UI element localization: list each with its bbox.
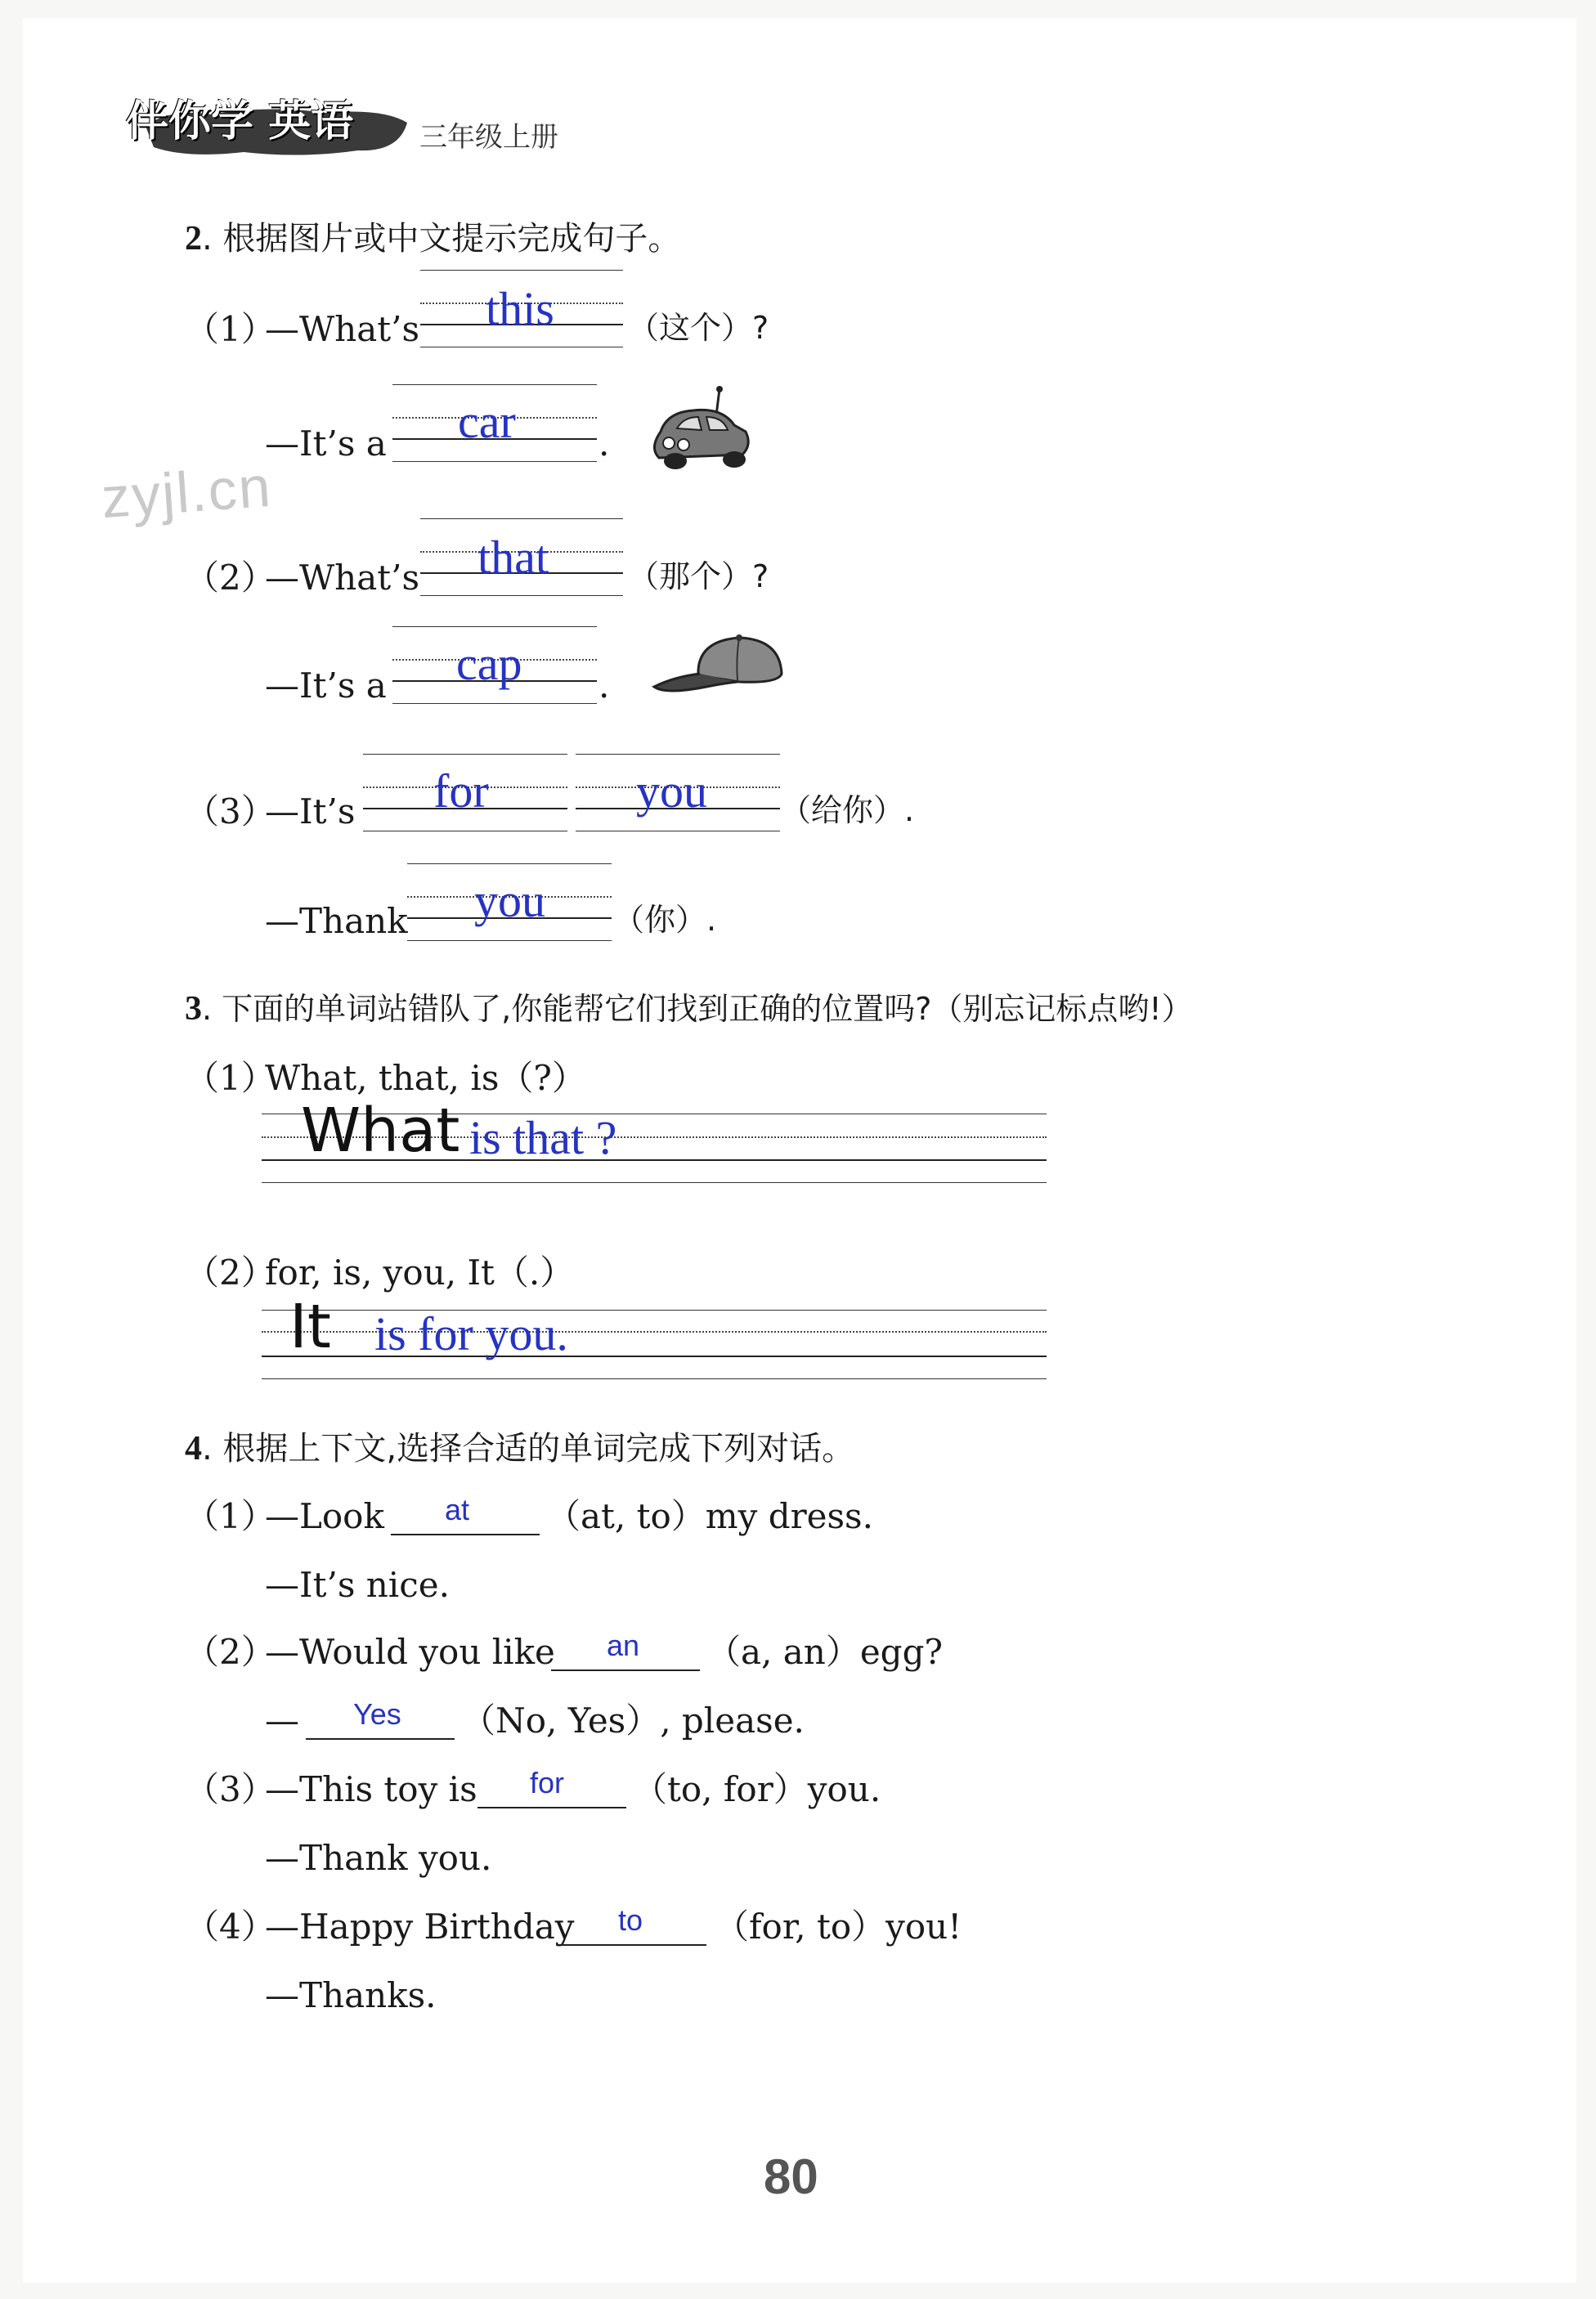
q2-2-reply-prefix: —It’s a	[265, 666, 387, 706]
rule	[576, 754, 780, 755]
rule	[407, 940, 612, 941]
q4-1-reply: —It’s nice.	[265, 1565, 450, 1605]
q4-4-suffix: （for, to）you!	[715, 1907, 962, 1947]
q4-3-prefix: —This toy is	[265, 1769, 477, 1809]
q3-2-label: （2）	[185, 1253, 276, 1293]
q4-1-answer[interactable]: at	[445, 1493, 470, 1526]
rule	[262, 1182, 1047, 1183]
answer-line	[306, 1738, 455, 1740]
q4-4-prefix: —Happy Birthday	[265, 1907, 575, 1947]
q4-2-reply-prefix: —	[265, 1701, 299, 1741]
q4-1-label: （1）	[185, 1496, 276, 1536]
q2-2-reply-suffix: .	[598, 666, 610, 706]
book-title: 伴你学 英语	[126, 97, 354, 146]
q4-2-suffix: （a, an）egg?	[706, 1632, 943, 1672]
rule	[420, 595, 623, 596]
rule	[407, 863, 612, 864]
q4-3-reply: —Thank you.	[265, 1838, 492, 1878]
answer-line	[477, 1807, 626, 1808]
q4-2-label: （2）	[185, 1632, 276, 1672]
q4-3-answer[interactable]: for	[530, 1766, 565, 1799]
q4-1-prefix: —Look	[265, 1496, 384, 1536]
q2-title: . 根据图片或中文提示完成句子。	[202, 220, 681, 258]
answer-line	[391, 1534, 540, 1535]
q4-2-reply-answer[interactable]: Yes	[353, 1697, 401, 1731]
watermark: zyjl.cn	[99, 454, 274, 531]
q2-2-hint: （那个）?	[628, 558, 769, 594]
q3-1-words: What, that, is（?）	[265, 1058, 586, 1098]
q2-3-answer-1[interactable]: for	[433, 764, 489, 818]
q3-1-answer[interactable]: is that ?	[469, 1111, 617, 1164]
q3-2-given: It	[289, 1292, 331, 1362]
worksheet-page	[23, 18, 1576, 2283]
q2-1-prefix: —What’s	[265, 309, 420, 349]
q3-1-given: What	[301, 1096, 460, 1166]
q2-1-hint: （这个）?	[628, 310, 769, 346]
rule	[420, 518, 623, 519]
q4-3-label: （3）	[185, 1769, 276, 1809]
rule	[262, 1378, 1047, 1379]
q2-3-label: （3）	[185, 791, 276, 831]
q2-1-answer[interactable]: this	[486, 282, 554, 335]
q2-1-reply-suffix: .	[598, 424, 610, 464]
q2-2-answer[interactable]: that	[477, 531, 549, 584]
q4-2-answer[interactable]: an	[607, 1629, 640, 1662]
q4-2-reply-suffix: （No, Yes）, please.	[461, 1701, 805, 1741]
q2-3-reply-answer[interactable]: you	[474, 874, 545, 927]
q3-heading	[185, 991, 1193, 1026]
q2-3-answer-2[interactable]: you	[636, 764, 707, 818]
q2-3-hint: （给你）.	[780, 792, 915, 828]
q2-3-reply-hint: （你）.	[613, 902, 717, 938]
answer-line	[558, 1944, 706, 1946]
q4-1-suffix: （at, to）my dress.	[546, 1496, 873, 1536]
q2-1-reply-prefix: —It’s a	[265, 424, 387, 464]
rule	[392, 461, 597, 462]
q3-number: 3	[185, 990, 202, 1028]
page-number: 80	[764, 2149, 818, 2204]
q2-3-reply-prefix: —Thank	[265, 901, 408, 941]
answer-line	[551, 1669, 700, 1671]
q2-1-reply-answer[interactable]: car	[458, 395, 516, 448]
q2-1-label: （1）	[185, 309, 276, 349]
q4-3-suffix: （to, for）you.	[633, 1769, 881, 1809]
rule	[392, 703, 597, 704]
q4-heading	[185, 1431, 854, 1466]
q2-2-label: （2）	[185, 558, 276, 598]
car-image	[644, 383, 759, 481]
q4-number: 4	[185, 1430, 202, 1468]
q2-3-prefix: —It’s	[265, 791, 356, 831]
q3-2-words: for, is, you, It（.）	[265, 1253, 575, 1293]
q4-title: . 根据上下文,选择合适的单词完成下列对话。	[202, 1430, 855, 1468]
q4-4-label: （4）	[185, 1907, 276, 1947]
grade-label: 三年级上册	[419, 121, 558, 154]
q2-number: 2	[185, 220, 202, 258]
q3-title: . 下面的单词站错队了,你能帮它们找到正确的位置吗?（别忘记标点哟!）	[202, 991, 1193, 1027]
q4-4-answer[interactable]: to	[618, 1903, 643, 1937]
rule	[392, 384, 597, 385]
q2-heading	[185, 221, 680, 256]
cap-image	[649, 630, 788, 703]
q4-4-reply: —Thanks.	[265, 1975, 437, 2015]
q4-2-prefix: —Would you like	[265, 1632, 555, 1672]
q2-2-reply-answer[interactable]: cap	[456, 637, 522, 690]
q3-2-answer[interactable]: is for you.	[374, 1307, 568, 1360]
rule	[363, 754, 567, 755]
q3-1-label: （1）	[185, 1058, 276, 1098]
rule	[392, 626, 597, 627]
rule	[420, 270, 623, 271]
q2-2-prefix: —What’s	[265, 558, 420, 598]
